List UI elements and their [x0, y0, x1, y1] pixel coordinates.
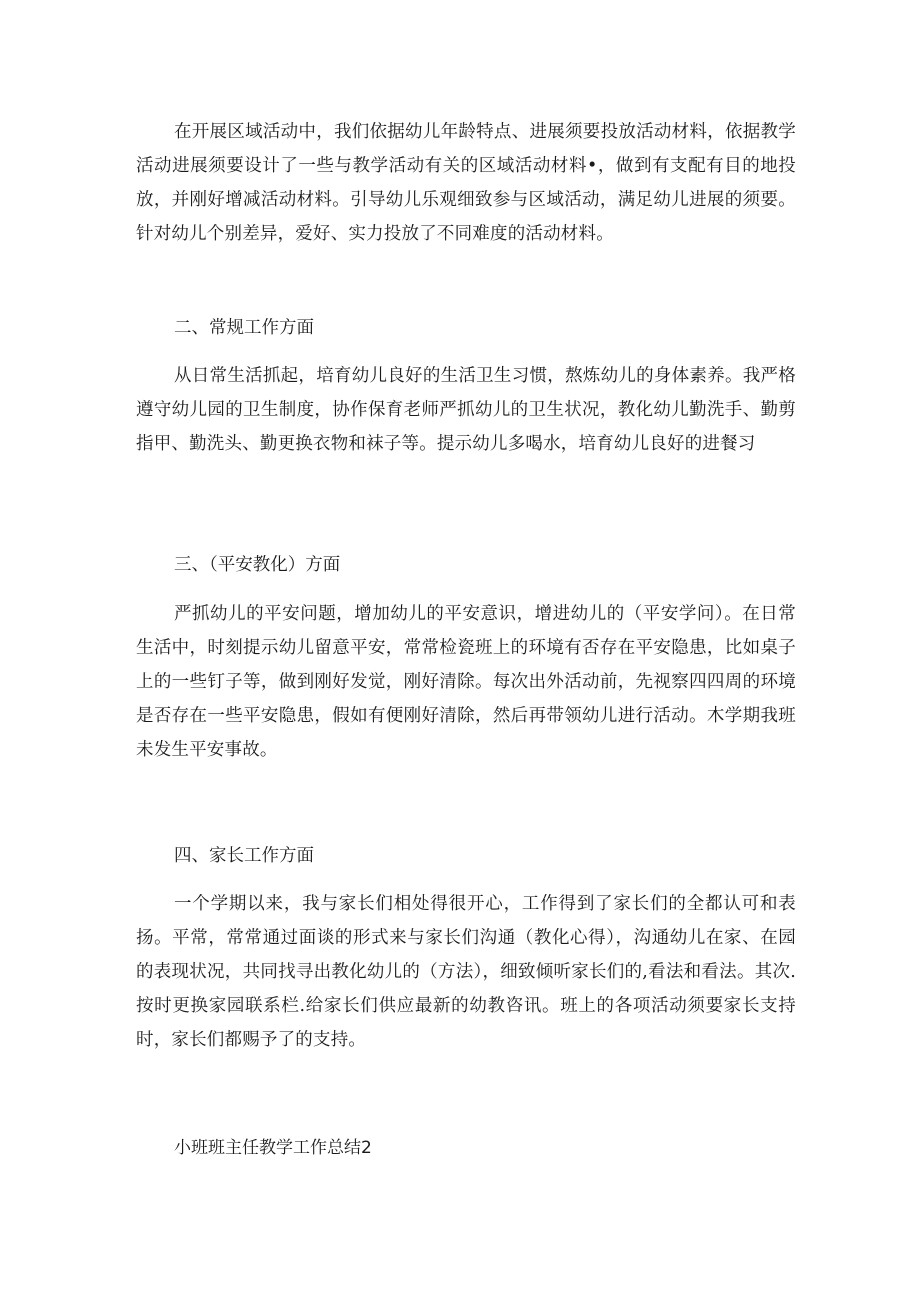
paragraph-routine-work: 从日常生活抓起，培育幼儿良好的生活卫生习惯，熬炼幼儿的身体素养。我严格遵守幼儿园的卫生制度，协作保育老师严抓幼儿的卫生状况，教化幼儿勤洗手、勤剪指甲、勤洗头、勤更换衣物和袜子等。提示幼儿多喝水，培育幼儿良好的进餐习 [136, 366, 796, 454]
paragraph-safety-education: 严抓幼儿的平安问题，增加幼儿的平安意识，增进幼儿的（平安学问）。在日常生活中，时刻提示幼儿留意平安，常常检瓷班上的环境有否存在平安隐患，比如桌子上的一些钉子等，做到刚好发觉，刚好清除。每次出外活动前，先视察四四周的环境是否存在一些平安隐患，假如有便刚好清除，然后再带领幼儿进行活动。木学期我班未发生平安事故。 [136, 604, 796, 760]
section-heading-parent-work: 四、家长工作方面 [174, 846, 314, 866]
paragraph-area-activities: 在开展区域活动中，我们依据幼儿年龄特点、进展须要投放活动材料，依据教学活动进展须要设计了一些与教学活动有关的区域活动材料•，做到有支配有目的地投放，并刚好增减活动材料。引导幼儿乐观细致参与区域活动，满足幼儿进展的须要。针对幼儿个别差异，爱好、实力投放了不同难度的活动材料。 [136, 122, 796, 244]
paragraph-parent-work: 一个学期以来，我与家长们相处得很开心，工作得到了家长们的全都认可和表扬。平常，常常通过面谈的形式来与家长们沟通（教化心得），沟通幼儿在家、在园的表现状况，共同找寻出教化幼儿的（方法），细致倾听家长们的,看法和看法。其次.按时更换家园联系栏.给家长们供应最新的幼教咨讯。班上的各项活动须要家长支持时，家长们都赐予了的支持。 [136, 894, 796, 1050]
section-heading-safety-education: 三、（平安教化）方面 [174, 555, 341, 575]
section-heading-routine-work: 二、常规工作方面 [174, 318, 314, 338]
next-section-title: 小班班主任教学工作总结2 [174, 1138, 372, 1158]
